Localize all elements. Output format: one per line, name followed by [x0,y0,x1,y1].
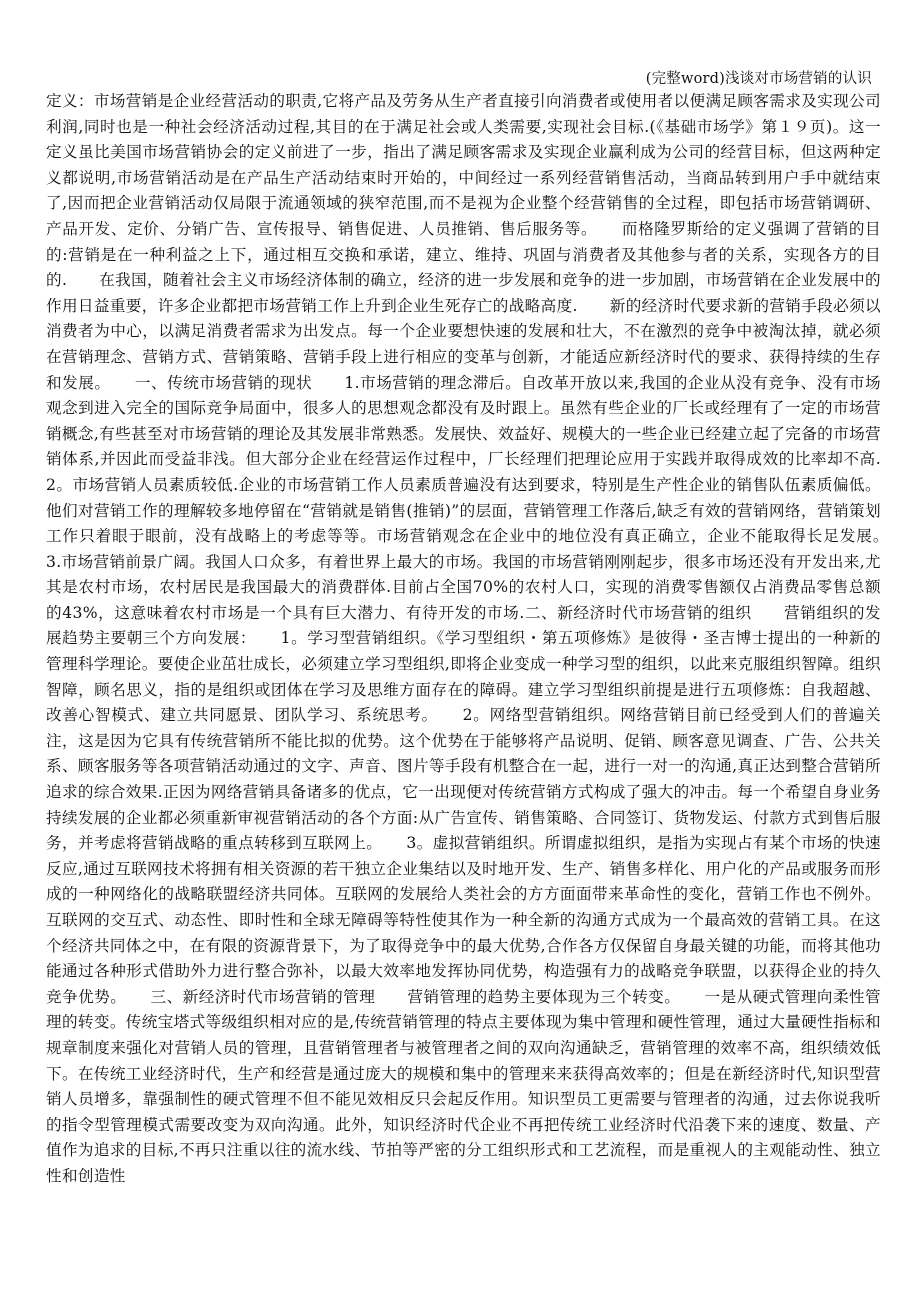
document-header-title: (完整word)浅谈对市场营销的认识 [645,71,872,87]
body-paragraph: 定义：市场营销是企业经营活动的职责,它将产品及劳务从生产者直接引向消费者或使用者以便满足顾客需求及实现公司利润,同时也是一种社会经济活动过程,其目的在于满足社会或人类需要,实现社会目标.(《基础市场学》第１９页)。这一定义虽比美国市场营销协会的定义前进了一步，指出了满足顾客需求及实现企业赢利成为公司的经营目标，但这两种定义都说明,市场营销活动是在产品生产活动结束时开始的，中间经过一系列经营销售活动，当商品转到用户手中就结束了,因而把企业营销活动仅局限于流通领域的狭窄范围,而不是视为企业整个经营销售的全过程，即包括市场营销调研、产品开发、定价、分销广告、宣传报导、销售促进、人员推销、售后服务等。 而格隆罗斯给的定义强调了营销的目的:营销是在一种利益之上下，通过相互交换和承诺，建立、维持、巩固与消费者及其他参与者的关系，实现各方的目的. 在我国，随着社会主义市场经济体制的确立，经济的进一步发展和竞争的进一步加剧，市场营销在企业发展中的作用日益重要，许多企业都把市场营销工作上升到企业生死存亡的战略高度. 新的经济时代要求新的营销手段必须以消费者为中心，以满足消费者需求为出发点。每一个企业要想快速的发展和壮大，不在激烈的竞争中被淘汰掉，就必须在营销理念、营销方式、营销策略、营销手段上进行相应的变革与创新，才能适应新经济时代的要求、获得持续的生存和发展。 一、传统市场营销的现状 1.市场营销的理念滞后。自改革开放以来,我国的企业从没有竞争、没有市场观念到进入完全的国际竞争局面中，很多人的思想观念都没有及时跟上。虽然有些企业的厂长或经理有了一定的市场营销概念,有些甚至对市场营销的理论及其发展非常熟悉。发展快、效益好、规模大的一些企业已经建立起了完备的市场营销体系,并因此而受益非浅。但大部分企业在经营运作过程中，厂长经理们把理论应用于实践并取得成效的比率却不高. 2。市场营销人员素质较低.企业的市场营销工作人员素质普遍没有达到要求，特别是生产性企业的销售队伍素质偏低。他们对营销工作的理解较多地停留在“营销就是销售(推销)”的层面，营销管理工作落后,缺乏有效的营销网络，营销策划工作只着眼于眼前，没有战略上的考虑等等。市场营销观念在企业中的地位没有真正确立，企业不能取得长足发展。 3.市场营销前景广阔。我国人口众多，有着世界上最大的市场。我国的市场营销刚刚起步，很多市场还没有开发出来,尤其是农村市场，农村居民是我国最大的消费群体.目前占全国70%的农村人口，实现的消费零售额仅占消费品零售总额的43%，这意味着农村市场是一个具有巨大潜力、有待开发的市场.二、新经济时代市场营销的组织 营销组织的发展趋势主要朝三个方向发展： 1。学习型营销组织。《学习型组织・第五项修炼》是彼得・圣吉博士提出的一种新的管理科学理论。要使企业茁壮成长，必须建立学习型组织,即将企业变成一种学习型的组织，以此来克服组织智障。组织智障，顾名思义，指的是组织或团体在学习及思维方面存在的障碍。建立学习型组织前提是进行五项修炼：自我超越、改善心智模式、建立共同愿景、团队学习、系统思考。 2。网络型营销组织。网络营销目前已经受到人们的普遍关注，这是因为它具有传统营销所不能比拟的优势。这个优势在于能够将产品说明、促销、顾客意见调查、广告、公共关系、顾客服务等各项营销活动通过的文字、声音、图片等手段有机整合在一起，进行一对一的沟通,真正达到整合营销所追求的综合效果.正因为网络营销具备诸多的优点，它一出现便对传统营销方式构成了强大的冲击。每一个希望自身业务持续发展的企业都必须重新审视营销活动的各个方面:从广告宣传、销售策略、合同签订、货物发运、付款方式到售后服务，并考虑将营销战略的重点转移到互联网上。 3。虚拟营销组织。所谓虚拟组织，是指为实现占有某个市场的快速反应,通过互联网技术将拥有相关资源的若干独立企业集结以及时地开发、生产、销售多样化、用户化的产品或服务而形成的一种网络化的战略联盟经济共同体。互联网的发展给人类社会的方方面面带来革命性的变化，营销工作也不例外。互联网的交互式、动态性、即时性和全球无障碍等特性使其作为一种全新的沟通方式成为一个最高效的营销工具。在这个经济共同体之中，在有限的资源背景下，为了取得竞争中的最大优势,合作各方仅保留自身最关键的功能，而将其他功能通过各种形式借助外力进行整合弥补，以最大效率地发挥协同优势，构造强有力的战略竞争联盟，以获得企业的持久竞争优势。 三、新经济时代市场营销的管理 营销管理的趋势主要体现为三个转变。 一是从硬式管理向柔性管理的转变。传统宝塔式等级组织相对应的是,传统营销管理的特点主要体现为集中管理和硬性管理，通过大量硬性指标和规章制度来强化对营销人员的管理，且营销管理者与被管理者之间的双向沟通缺乏，营销管理的效率不高，组织绩效低下。在传统工业经济时代，生产和经营是通过庞大的规模和集中的管理来来获得高效率的；但是在新经济时代,知识型营销人员增多，靠强制性的硬式管理不但不能见效相反只会起反作用。知识型员工更需要与管理者的沟通，过去你说我听的指令型管理模式需要改变为双向沟通。此外，知识经济时代企业不再把传统工业经济时代沿袭下来的速度、数量、产值作为追求的目标,不再只注重以往的流水线、节拍等严密的分工组织形式和工艺流程，而是重视人的主观能动性、独立性和创造性 [46,92,913,1185]
